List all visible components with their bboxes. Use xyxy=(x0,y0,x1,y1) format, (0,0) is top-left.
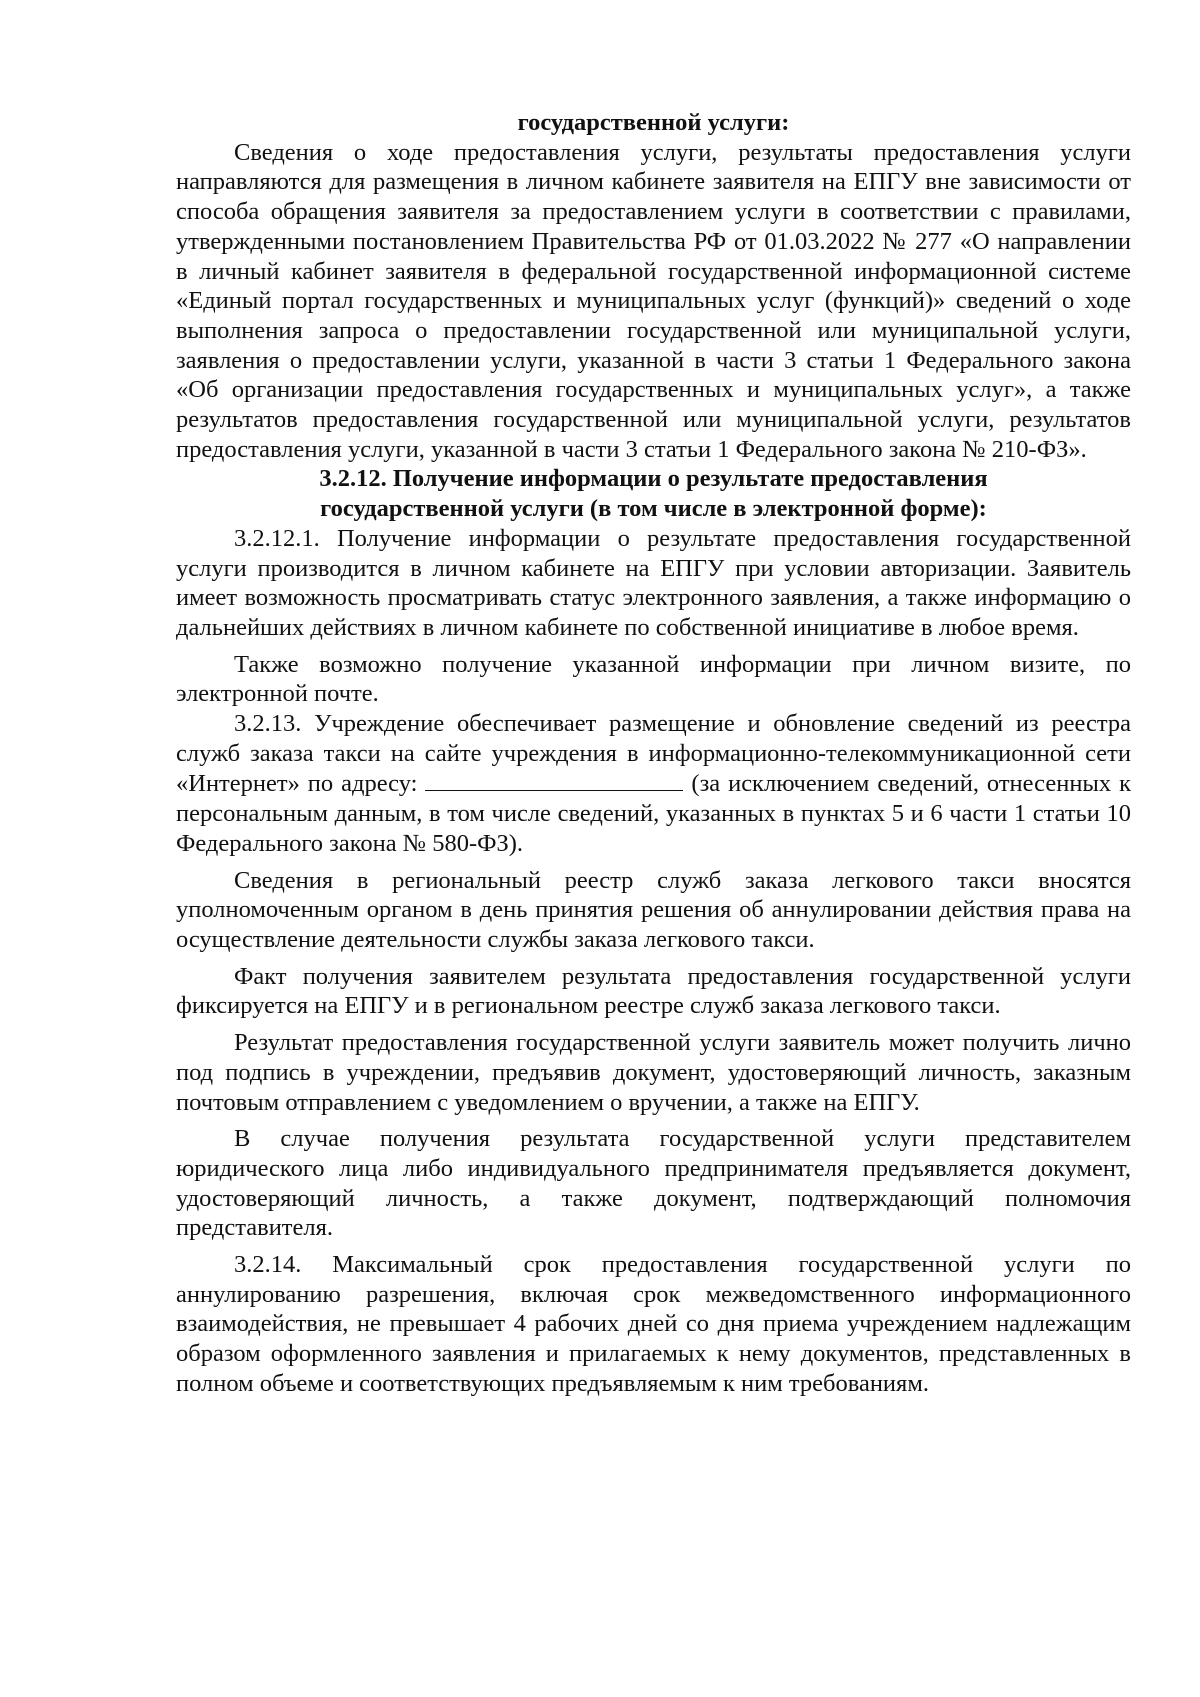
paragraph-representative: В случае получения результата государственной услуги представителем юридического лица либо индивидуального предпринимателя предъявляется документ, удостоверяющий личность, а также документ, подтверждающий полномочия представителя. xyxy=(176,1125,1131,1242)
section-heading-3-2-12-line2: государственной услуги (в том числе в электронной форме): xyxy=(320,495,987,523)
paragraph-3-2-13-text-after: (за исключением сведений, отнесенных к персональным данным, в том числе сведений, указанных в пунктах 5 и 6 части 1 статьи 10 Федерального закона № 580-ФЗ). xyxy=(176,770,1131,857)
paragraph-3-2-14: 3.2.14. Максимальный срок предоставления государственной услуги по аннулированию разрешения, включая срок межведомственного информационного взаимодействия, не превышает 4 рабочих дней со дня приема учреждением надлежащим образом оформленного заявления и прилагаемых к нему документов, представленных в полном объеме и соответствующих предъявляемым к ним требованиям. xyxy=(176,1251,1131,1397)
section-heading-continuation: государственной услуги: xyxy=(517,109,790,136)
paragraph-personal-visit: Также возможно получение указанной информации при личном визите, по электронной почте. xyxy=(176,650,1131,708)
section-heading-3-2-12-line1: 3.2.12. Получение информации о результате предоставления xyxy=(319,465,988,493)
paragraph-3-2-13 xyxy=(176,709,1131,859)
paragraph-fact-of-receipt: Факт получения заявителем результата предоставления государственной услуги фиксируется на ЕПГУ и в региональном реестре служб заказа легкового такси. xyxy=(176,962,1131,1020)
document-body xyxy=(176,108,1131,1399)
paragraph-3-2-13-text-before: 3.2.13. Учреждение обеспечивает размещение и обновление сведений из реестра служб заказа такси на сайте учреждения в информационно-телекоммуникационной сети «Интернет» по адресу: xyxy=(176,710,1131,798)
paragraph-service-progress: Сведения о ходе предоставления услуги, результаты предоставления услуги направляются для размещения в личном кабинете заявителя на ЕПГУ вне зависимости от способа обращения заявителя за предоставлением услуги в соответствии с правилами, утвержденными постановлением Правительства РФ от 01.03.2022 № 277 «О направлении в личный кабинет заявителя в федеральной государственной информационной системе «Единый портал государственных и муниципальных услуг (функций)» сведений о ходе выполнения запроса о предоставлении государственной или муниципальной услуги, заявления о предоставлении услуги, указанной в части 3 статьи 1 Федерального закона «Об организации предоставления государственных и муниципальных услуг», а также результатов предоставления государственной или муниципальной услуги, результатов предоставления услуги, указанной в части 3 статьи 1 Федерального закона № 210-ФЗ». xyxy=(176,138,1131,463)
paragraph-result-delivery: Результат предоставления государственной услуги заявитель может получить лично под подпись в учреждении, предъявив документ, удостоверяющий личность, заказным почтовым отправлением с уведомлением о вручении, а также на ЕПГУ. xyxy=(176,1029,1131,1116)
address-blank-line xyxy=(425,768,683,791)
paragraph-regional-registry: Сведения в региональный реестр служб заказа легкового такси вносятся уполномоченным органом в день принятия решения об аннулировании действия права на осуществление деятельности службы заказа легкового такси. xyxy=(176,866,1131,953)
paragraph-3-2-12-1: 3.2.12.1. Получение информации о результате предоставления государственной услуги производится в личном кабинете на ЕПГУ при условии авторизации. Заявитель имеет возможность просматривать статус электронного заявления, а также информацию о дальнейших действиях в личном кабинете по собственной инициативе в любое время. xyxy=(176,524,1131,641)
